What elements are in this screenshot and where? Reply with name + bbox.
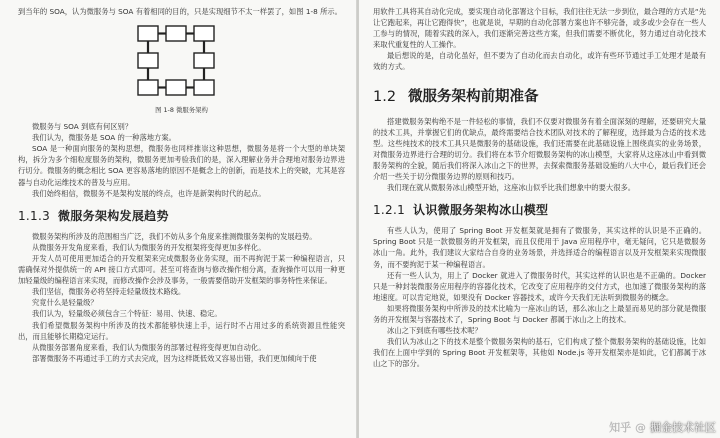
zhihu-watermark: 知乎 @ bbox=[609, 421, 646, 434]
paragraph: 微服务与 SOA 到底有何区别？ bbox=[32, 122, 133, 132]
paragraph: 用软件工具将其自动化完成，要实现自动化部署这个目标，我们往往无法一步到位，最合理的方式是“先让它跑起来，再让它跑得快”，也就是说，早期的自动化部署方案也许不够完备，或多或少会存在一些人工参与的情况，随着实践的深入，我们逐渐完善这些方案，但我们需要不断优化，努力通过自动化技术来取代重复性的人工操作。 bbox=[373, 7, 706, 50]
paragraph: 我们坚信，微服务必将坚持走轻量级技术路线。 bbox=[32, 287, 186, 297]
paragraph: 我们认为冰山之下的技术是整个微服务架构的基石，它们构成了整个微服务架构的基础设施，比如我们在上面中学到的 Spring Boot 开发框架等，其他如 Node.js 等开发框架亦是如此，它们都属于冰山之下的部分。 bbox=[373, 337, 706, 369]
paragraph: 从微服务开发角度来看，我们认为微服务的开发框架将变得更加多样化。 bbox=[32, 242, 266, 252]
watermark bbox=[609, 419, 716, 435]
left-page bbox=[0, 0, 357, 438]
paragraph: 部署微服务不再通过手工的方式去完成，因为这样既低效又容易出错，我们更加倾向于使 bbox=[32, 353, 317, 363]
paragraph: 我们现在就从微服务冰山模型开始，这座冰山似乎比我们想象中的要大很多。 bbox=[387, 183, 636, 193]
section-heading-1-1-3 bbox=[18, 207, 345, 224]
paragraph: 我们认为，轻量级必须包含三个特征：易用、快速、稳定。 bbox=[32, 309, 222, 319]
section-title: 微服务架构前期准备 bbox=[408, 88, 539, 105]
paragraph: 究竟什么是轻量级？ bbox=[32, 298, 98, 308]
paragraph: 如果将微服务架构中所涉及的技术比喻为一座冰山的话，那么冰山之上最显而易见的部分就是微服务的开发框架与容器技术了，Spring Boot 与 Docker 都属于冰山之上的技术。 bbox=[373, 303, 706, 324]
paragraph: 我们认为，微服务是 SOA 的一种落地方案。 bbox=[32, 133, 176, 143]
section-number: 1.1.3 bbox=[18, 208, 51, 223]
paragraph: 开发人员可使用更加适合的开发框架来完成微服务业务实现，而不再拘泥于某一种编程语言，只需确保对外提供统一的 API 接口方式即可。甚至可将查询与修改操作相分离，查询操作可以用一种更加轻量级的编程语言来实现，而修改操作会涉及事务，一般需要借助开发框架的事务特性来保证。 bbox=[18, 253, 345, 286]
section-title: 微服务架构发展趋势 bbox=[58, 208, 169, 223]
paragraph: SOA 是一种面向服务的架构思想，微服务也同样推崇这种思想，微服务是将一个大型的单块架构，拆分为多个细粒度服务的架构，微服务更加考验我们的是，深入理解业务并合理地对服务边界进行切分。微服务的概念相比 SOA 更容易落地的原因不是概念上的创新，而是技术上的突破，尤其是容器与自动化运维技术的普及与应用。 bbox=[18, 144, 345, 187]
section-number: 1.2 bbox=[373, 88, 397, 105]
figure-caption: 图 1-8 微服务架构 bbox=[155, 106, 208, 115]
figure-microservice-architecture bbox=[18, 19, 345, 103]
microservice-diagram bbox=[136, 23, 216, 101]
paragraph: 我们始终相信，微服务不是架构发展的终点，也许是新架构时代的起点。 bbox=[32, 188, 266, 198]
juejin-watermark: 掘金技术社区 bbox=[650, 421, 716, 434]
paragraph: 从微服务部署角度来看，我们认为微服务的部署过程将变得更加自动化。 bbox=[32, 342, 266, 352]
paragraph: 我们希望微服务架构中所涉及的技术都能够快速上手，运行时不占用过多的系统资源且性能突出，而且能够长期稳定运行。 bbox=[18, 320, 345, 341]
section-number: 1.2.1 bbox=[373, 203, 406, 218]
section-heading-1-2-1 bbox=[373, 201, 706, 218]
section-heading-1-2 bbox=[373, 85, 706, 106]
paragraph: 搭建微服务架构绝不是一件轻松的事情，我们不仅要对微服务有着全面深刻的理解，还要研究大量的技术工具，并掌握它们的优缺点，最终需要结合技术团队对技术的了解程度，选择最为合适的技术选型。这些纯技术的技术工具只是微服务的基础设施，我们还需要在此基础设施上围绕真实的业务场景，对微服务边界进行合理的切分。我们将在本节介绍微服务架构的冰山模型，大家将从这座冰山中看到微服务架构的全貌，随后我们将深入冰山之下的世界，去探索微服务基础设施的八大中心，最后我们还会介绍一些关于切分微服务边界的原则和技巧。 bbox=[373, 116, 706, 182]
paragraph: 还有一些人认为，用上了 Docker 就进入了微服务时代，其实这样的认识也是不正确的。Docker 只是一种封装微服务应用程序的容器化技术，它改变了应用程序的交付方式，也加速了微服务架构的落地速度。可以肯定地说，如果没有 Docker 容器技术，或许今天我们无法听到微服务的概念。 bbox=[373, 270, 706, 302]
right-page bbox=[359, 0, 720, 438]
paragraph: 微服务架构所涉及的范围相当广泛，我们不妨从多个角度来推测微服务架构的发展趋势。 bbox=[32, 231, 317, 241]
paragraph: 最后想说的是，自动化虽好，但不要为了自动化而去自动化，或许有些环节通过手工处理才是最有效的方式。 bbox=[373, 51, 706, 72]
section-title: 认识微服务架构冰山模型 bbox=[413, 203, 549, 218]
paragraph: 冰山之下到底有哪些技术呢？ bbox=[387, 326, 482, 336]
intro-paragraph: 到当年的 SOA，认为微服务与 SOA 有着相同的目的，只是实现细节不太一样罢了，如图 1-8 所示。 bbox=[18, 7, 342, 16]
paragraph: 有些人认为，使用了 Spring Boot 开发框架就是拥有了微服务，其实这样的认识是不正确的。Spring Boot 只是一款微服务的开发框架，而且仅使用于 Java 应用程序中，毫无疑问，它只是微服务冰山一角。此外，我们建议大家结合自身的业务场景，并选择适合的编程语言以及开发框架来实现微服务，而不要拘泥于某一种编程语言。 bbox=[373, 226, 706, 269]
